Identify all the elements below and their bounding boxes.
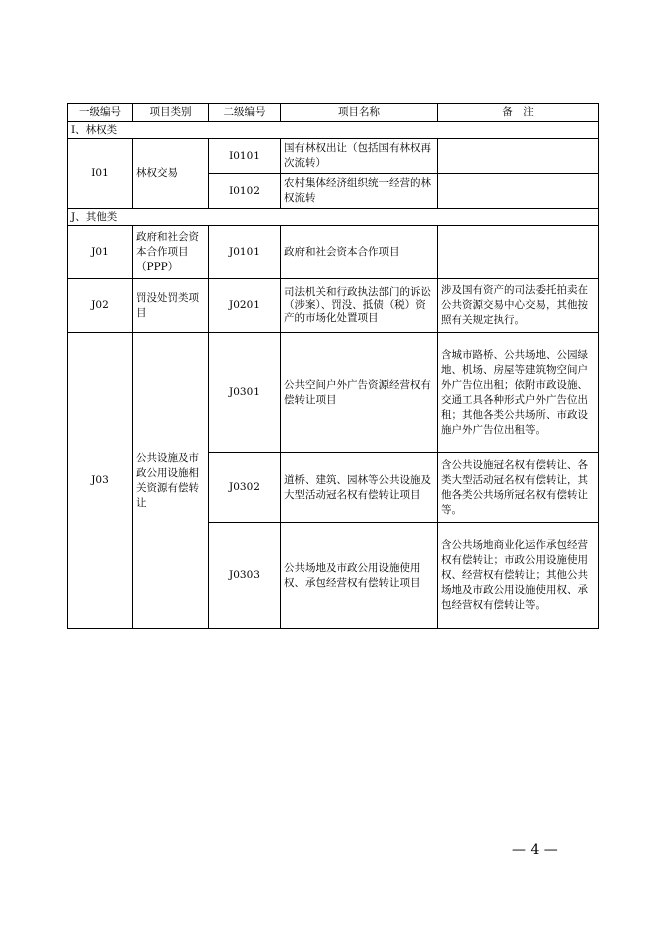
level2-code-cell: J0303: [209, 523, 281, 629]
item-name-cell: 公共场地及市政公用设施使用权、承包经营权有偿转让项目: [281, 523, 438, 629]
item-name-cell: 公共空间户外广告资源经营权有偿转让项目: [281, 333, 438, 453]
remarks-cell: [438, 226, 599, 279]
level1-code-cell: J01: [68, 226, 133, 279]
level2-code-cell: J0101: [209, 226, 281, 279]
level1-code-cell: J02: [68, 279, 133, 333]
level1-code-cell: I01: [68, 139, 133, 209]
item-category-cell: 政府和社会资本合作项目（PPP）: [133, 226, 209, 279]
header-item-name: 项目名称: [281, 104, 438, 122]
table-row: [68, 139, 599, 174]
classification-table: [67, 103, 599, 629]
table-row: [68, 333, 599, 453]
page-number: — 4 —: [512, 842, 558, 858]
header-remarks: 备 注: [438, 104, 599, 122]
category-row: [68, 122, 599, 139]
level2-code-cell: J0302: [209, 453, 281, 523]
item-category-cell: 罚没处罚类项目: [133, 279, 209, 333]
category-row: [68, 209, 599, 226]
category-other: J、其他类: [68, 209, 599, 226]
level1-code-cell: J03: [68, 333, 133, 629]
level2-code-cell: J0201: [209, 279, 281, 333]
table-row: [68, 226, 599, 279]
item-category-cell: 公共设施及市政公用设施相关资源有偿转让: [133, 333, 209, 629]
item-name-cell: 道桥、建筑、园林等公共设施及大型活动冠名权有偿转让项目: [281, 453, 438, 523]
item-name-cell: 政府和社会资本合作项目: [281, 226, 438, 279]
remarks-cell: [438, 174, 599, 209]
remarks-cell: 含公共场地商业化运作承包经营权有偿转让；市政公用设施使用权、经营权有偿转让；其他公共场地及市政公用设施使用权、承包经营权有偿转让等。: [438, 523, 599, 629]
category-forest-rights: I、林权类: [68, 122, 599, 139]
item-name-cell: 司法机关和行政执法部门的诉讼（涉案）、罚没、抵债（税）资产的市场化处置项目: [281, 279, 438, 333]
header-level1-code: 一级编号: [68, 104, 133, 122]
remarks-cell: [438, 139, 599, 174]
item-category-cell: 林权交易: [133, 139, 209, 209]
header-level2-code: 二级编号: [209, 104, 281, 122]
level2-code-cell: J0301: [209, 333, 281, 453]
table-row: [68, 279, 599, 333]
remarks-cell: 含公共设施冠名权有偿转让、各类大型活动冠名权有偿转让，其他各类公共场所冠名权有偿转让等。: [438, 453, 599, 523]
remarks-cell: 涉及国有资产的司法委托拍卖在公共资源交易中心交易，其他按照有关规定执行。: [438, 279, 599, 333]
remarks-cell: 含城市路桥、公共场地、公园绿地、机场、房屋等建筑物空间户外广告位出租；依附市政设施、交通工具各种形式户外广告位出租；其他各类公共场所、市政设施户外广告位出租等。: [438, 333, 599, 453]
item-name-cell: 国有林权出让（包括国有林权再次流转）: [281, 139, 438, 174]
item-name-cell: 农村集体经济组织统一经营的林权流转: [281, 174, 438, 209]
table-header-row: [68, 104, 599, 122]
level2-code-cell: I0102: [209, 174, 281, 209]
header-item-category: 项目类别: [133, 104, 209, 122]
level2-code-cell: I0101: [209, 139, 281, 174]
